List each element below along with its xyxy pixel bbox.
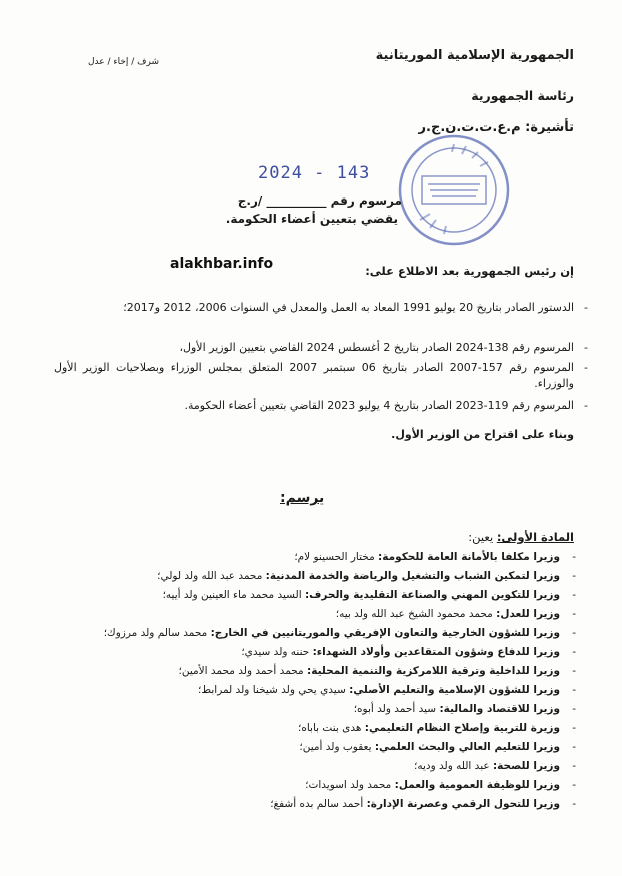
minister-name: محمد عبد الله ولد لولي؛ [157,570,263,582]
minister-role: وزيرا للاقتصاد والمالية: [439,703,560,715]
decree-subject: يقضي بتعيين أعضاء الحكومة. [225,212,398,226]
minister-name: أحمد سالم بده أشفغ؛ [270,798,364,810]
minister-role: وزيرا للدفاع وشؤون المتقاعدين وأولاد الشهداء: [312,646,560,658]
minister-name: سيدي يحي ولد شيخنا ولد لمرابط؛ [198,684,346,696]
republic-heading: الجمهورية الإسلامية الموريتانية [375,48,574,63]
reference-text: المرسوم رقم 157-2007 الصادر بتاريخ 06 سبتمبر 2007 المتعلق بمجلس الوزراء وبصلاحيات الوزير الأول والوزراء. [54,361,574,390]
article-title: المادة الأولى: [496,530,574,544]
minister-role: وزيرا للتعليم العالي والبحث العلمي: [374,741,560,753]
minister-item: - وزيرة للتربية وإصلاح النظام التعليمي: هدى بنت باباه؛ [298,722,576,734]
minister-item: - وزيرا للوظيفة العمومية والعمل: محمد ولد اسويدات؛ [305,779,576,791]
reference-item: - الدستور الصادر بتاريخ 20 يوليو 1991 المعاد به العمل والمعدل في السنوات 2006، 2012 و2017؛ [123,301,588,314]
minister-role: وزيرا للصحة: [492,760,560,772]
minister-item: - وزيرا للعدل: محمد محمود الشيخ عبد الله ولد بيه؛ [335,608,576,620]
minister-role: وزيرا مكلفا بالأمانة العامة للحكومة: [378,551,560,563]
minister-name: محمد سالم ولد مرزوك؛ [103,627,208,639]
minister-name: محمد أحمد ولد محمد الأمين؛ [178,665,304,677]
minister-role: وزيرا للداخلية وترقية اللامركزية والتنمية المحلية: [307,665,560,677]
minister-item: - وزيرا للصحة: عبد الله ولد وديه؛ [414,760,576,772]
minister-item: - وزيرا للشؤون الإسلامية والتعليم الأصلي: سيدي يحي ولد شيخنا ولد لمرابط؛ [198,684,576,696]
top-note: شرف / إخاء / عدل [88,57,160,67]
decrees-heading: يرسم: [280,490,325,506]
minister-role: وزيرا للشؤون الإسلامية والتعليم الأصلي: [349,684,560,696]
minister-role: وزيرا للتكوين المهني والصناعة التقليدية والحرف: [304,589,560,601]
minister-name: محمد محمود الشيخ عبد الله ولد بيه؛ [335,608,493,620]
article-one [468,530,574,544]
minister-item: - وزيرا لتمكين الشباب والتشغيل والرياضة والخدمة المدنية: محمد عبد الله ولد لولي؛ [157,570,576,582]
on-proposal-line: وبناء على اقتراح من الوزير الأول. [391,428,574,441]
minister-role: وزيرا للوظيفة العمومية والعمل: [394,779,560,791]
minister-name: السيد محمد ماء العينين ولد أييه؛ [162,589,302,601]
minister-name: سيد أحمد ولد أبوه؛ [353,703,437,715]
reference-text: الدستور الصادر بتاريخ 20 يوليو 1991 المعاد به العمل والمعدل في السنوات 2006، 2012 و2017؛ [123,301,574,314]
reference-text: المرسوم رقم 119-2023 الصادر بتاريخ 4 يوليو 2023 القاضي بتعيين أعضاء الحكومة. [184,399,574,412]
minister-item: - وزيرا للداخلية وترقية اللامركزية والتنمية المحلية: محمد أحمد ولد محمد الأمين؛ [178,665,576,677]
minister-name: محمد ولد اسويدات؛ [305,779,392,791]
presidency-heading: رئاسة الجمهورية [471,88,574,103]
minister-item: - وزيرا للشؤون الخارجية والتعاون الإفريقي والموريتانيين في الخارج: محمد سالم ولد مرزوك؛ [103,627,576,639]
minister-item: - وزيرا للتحول الرقمي وعصرنة الإدارة: أحمد سالم بده أشفغ؛ [270,798,576,810]
minister-role: وزيرا للعدل: [496,608,560,620]
minister-name: يعقوب ولد أمين؛ [299,741,372,753]
minister-name: عبد الله ولد وديه؛ [414,760,490,772]
minister-item: - وزيرا للدفاع وشؤون المتقاعدين وأولاد الشهداء: حننه ولد سيدي؛ [241,646,576,658]
minister-role: وزيرة للتربية وإصلاح النظام التعليمي: [364,722,560,734]
minister-item: - وزيرا مكلفا بالأمانة العامة للحكومة: مختار الحسينو لام؛ [294,551,576,563]
article-text: يعين: [468,530,494,544]
minister-item: - وزيرا للتعليم العالي والبحث العلمي: يعقوب ولد أمين؛ [299,741,576,753]
minister-role: وزيرا للتحول الرقمي وعصرنة الإدارة: [366,798,560,810]
minister-role: وزيرا للشؤون الخارجية والتعاون الإفريقي والموريتانيين في الخارج: [210,627,560,639]
reference-text: المرسوم رقم 138-2024 الصادر بتاريخ 2 أغسطس 2024 القاضي بتعيين الوزير الأول، [179,341,574,354]
decree-number-line: مرسوم رقم __________ /ر.ج [237,194,402,208]
watermark: alakhbar.info [170,256,274,272]
reference-item: - المرسوم رقم 138-2024 الصادر بتاريخ 2 أغسطس 2024 القاضي بتعيين الوزير الأول، [179,341,588,354]
official-stamp [396,132,512,248]
minister-role: وزيرا لتمكين الشباب والتشغيل والرياضة والخدمة المدنية: [265,570,560,582]
reference-item: - المرسوم رقم 157-2007 الصادر بتاريخ 06 سبتمبر 2007 المتعلق بمجلس الوزراء وبصلاحيات الوزير الأول والوزراء. [54,361,588,390]
handwritten-decree-number: 2024 - 143 [258,163,371,183]
minister-item: - وزيرا للتكوين المهني والصناعة التقليدية والحرف: السيد محمد ماء العينين ولد أييه؛ [162,589,576,601]
visa-line: تأشيرة: م.ع.ت.ت.ن.ج.ر [418,120,574,135]
minister-name: مختار الحسينو لام؛ [294,551,375,563]
preamble: إن رئيس الجمهورية بعد الاطلاع على: [365,264,574,278]
minister-name: حننه ولد سيدي؛ [241,646,310,658]
minister-name: هدى بنت باباه؛ [298,722,362,734]
minister-item: - وزيرا للاقتصاد والمالية: سيد أحمد ولد أبوه؛ [353,703,576,715]
reference-item: - المرسوم رقم 119-2023 الصادر بتاريخ 4 يوليو 2023 القاضي بتعيين أعضاء الحكومة. [184,399,588,412]
